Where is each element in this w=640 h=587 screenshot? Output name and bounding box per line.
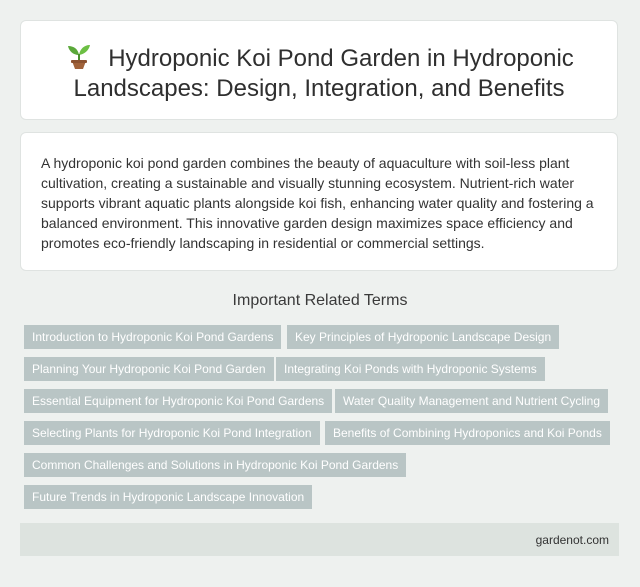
- term-tag[interactable]: Common Challenges and Solutions in Hydroponic Koi Pond Gardens: [24, 453, 406, 477]
- page-title-text: Hydroponic Koi Pond Garden in Hydroponic Landscapes: Design, Integration, and Benefits: [73, 45, 574, 102]
- term-tag[interactable]: Planning Your Hydroponic Koi Pond Garden: [24, 357, 274, 381]
- summary-text: A hydroponic koi pond garden combines the beauty of aquaculture with soil-less plant cultivation, creating a sustainable and visually stunning ecosystem. Nutrient-rich water supports vibrant aquatic plants alongside koi fish, enhancing water quality and fostering a balanced environment. This innovative garden design maximizes space efficiency and promotes eco-friendly landscaping in residential or commercial settings.: [41, 155, 594, 251]
- term-tag[interactable]: Key Principles of Hydroponic Landscape Design: [287, 325, 559, 349]
- footer: [20, 523, 619, 556]
- term-tag[interactable]: Integrating Koi Ponds with Hydroponic Systems: [276, 357, 545, 381]
- sprout-icon: [64, 43, 94, 69]
- term-tag[interactable]: Selecting Plants for Hydroponic Koi Pond Integration: [24, 421, 320, 445]
- related-terms-heading: Important Related Terms: [232, 292, 408, 309]
- term-tag[interactable]: Introduction to Hydroponic Koi Pond Gardens: [24, 325, 281, 349]
- title-card: [20, 20, 618, 120]
- term-tag[interactable]: Essential Equipment for Hydroponic Koi Pond Gardens: [24, 389, 332, 413]
- term-tag[interactable]: Water Quality Management and Nutrient Cycling: [335, 389, 608, 413]
- term-tag[interactable]: Future Trends in Hydroponic Landscape Innovation: [24, 485, 312, 509]
- page-title: [41, 43, 597, 104]
- term-tag[interactable]: Benefits of Combining Hydroponics and Koi Ponds: [325, 421, 610, 445]
- footer-site-link[interactable]: gardenot.com: [535, 533, 609, 547]
- summary-card: [20, 132, 618, 271]
